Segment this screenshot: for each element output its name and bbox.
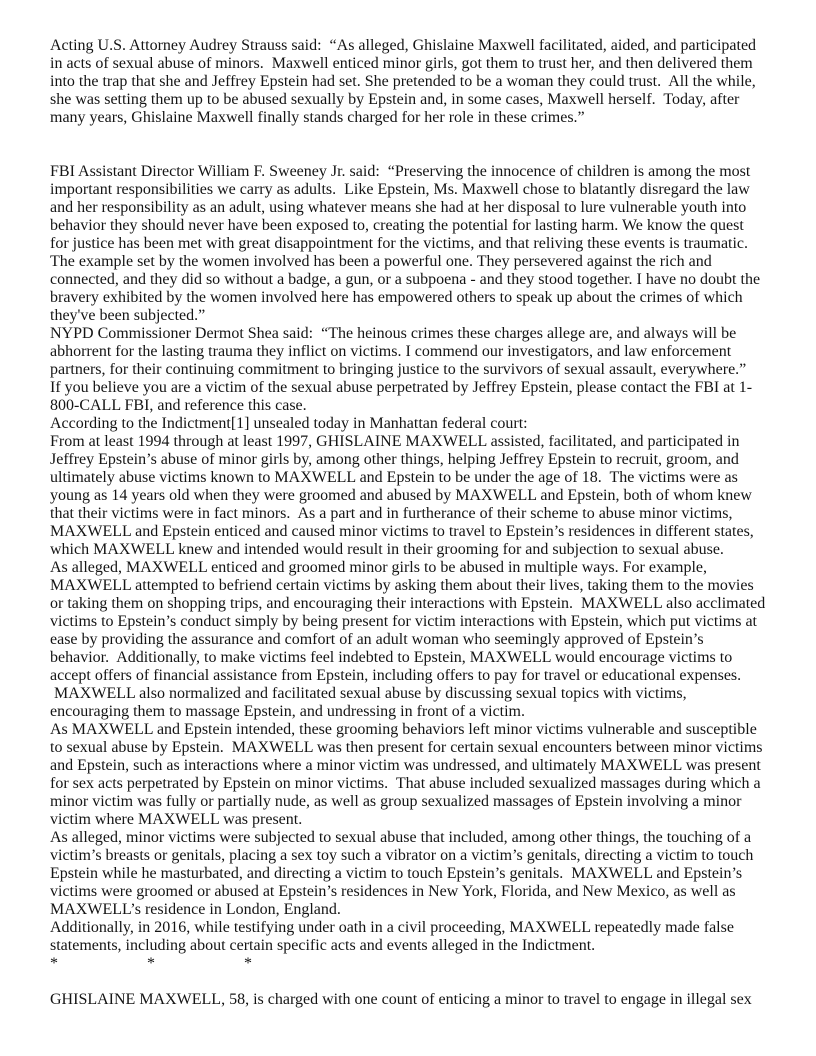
text-line: connected, and they did so without a badge, a gun, or a subpoena - and they stood together. I have no doubt the: [50, 271, 761, 288]
text-line: which MAXWELL knew and intended would result in their grooming for and subjection to sexual abuse.: [50, 541, 724, 558]
asterisk-glyph: *: [244, 955, 252, 972]
text-line: she was setting them up to be abused sexually by Epstein and, in some cases, Maxwell herself. Today, after: [50, 91, 740, 108]
asterisk-glyph: *: [50, 955, 58, 972]
text-line: and Epstein, such as interactions where a minor victim was undressed, and ultimately MAXWELL was present: [50, 757, 761, 774]
text-line: As MAXWELL and Epstein intended, these grooming behaviors left minor victims vulnerable and susceptible: [50, 721, 757, 738]
text-line: victim where MAXWELL was present.: [50, 811, 303, 828]
text-line: minor victim was fully or partially nude, as well as group sexualized massages of Epstein involving a minor: [50, 793, 742, 810]
text-line: 800-CALL FBI, and reference this case.: [50, 397, 307, 414]
text-line: important responsibilities we carry as adults. Like Epstein, Ms. Maxwell chose to blatantly disregard the law: [50, 181, 750, 198]
abuse-details: [50, 829, 810, 919]
text-line: to sexual abuse by Epstein. MAXWELL was then present for certain sexual encounters between minor victims: [50, 739, 763, 756]
text-line: MAXWELL’s residence in London, England.: [50, 901, 341, 918]
text-line: Acting U.S. Attorney Audrey Strauss said: “As alleged, Ghislaine Maxwell facilitated, aided, and participated: [50, 37, 757, 54]
sweeney-quote: [50, 163, 810, 325]
false-statements: [50, 919, 810, 955]
text-line: Additionally, in 2016, while testifying under oath in a civil proceeding, MAXWELL repeatedly made false: [50, 919, 734, 936]
text-line: encouraging them to massage Epstein, and undressing in front of a victim.: [50, 703, 525, 720]
text-line: According to the Indictment[1] unsealed today in Manhattan federal court:: [50, 415, 528, 432]
text-line: into the trap that she and Jeffrey Epstein had set. She pretended to be a woman they could trust. All the while,: [50, 73, 756, 90]
text-line: behavior they should never have been exposed to, creating the potential for lasting harm. We know the quest: [50, 217, 744, 234]
text-line: accept offers of financial assistance from Epstein, including offers to pay for travel or educational expenses.: [50, 667, 742, 684]
paragraph-gap: [50, 973, 810, 991]
text-line: victim’s breasts or genitals, placing a sex toy such a vibrator on a victim’s genitals, directing a victim to touch: [50, 847, 754, 864]
normalized-abuse: [50, 685, 810, 721]
text-line: many years, Ghislaine Maxwell finally stands charged for her role in these crimes.”: [50, 109, 585, 126]
fbi-contact-notice: [50, 379, 810, 415]
text-line: MAXWELL and Epstein enticed and caused minor victims to travel to Epstein’s residences in different states,: [50, 523, 754, 540]
text-line: in acts of sexual abuse of minors. Maxwell enticed minor girls, got them to trust her, and then delivered them: [50, 55, 753, 72]
text-line: that their victims were in fact minors. As a part and in furtherance of their scheme to abuse minor victims,: [50, 505, 733, 522]
strauss-quote: [50, 37, 810, 127]
grooming-methods: [50, 559, 810, 685]
text-line: victims to Epstein’s conduct simply by being present for victim interactions with Epstein, which put victims at: [50, 613, 757, 630]
text-line: they've been subjected.”: [50, 307, 206, 324]
text-line: victims were groomed or abused at Epstein’s residences in New York, Florida, and New Mexico, as well as: [50, 883, 736, 900]
text-line: for sex acts perpetrated by Epstein on minor victims. That abuse included sexualized massages during which a: [50, 775, 761, 792]
text-line: MAXWELL also normalized and facilitated sexual abuse by discussing sexual topics with victims,: [50, 685, 687, 702]
text-line: young as 14 years old when they were groomed and abused by MAXWELL and Epstein, both of whom knew: [50, 487, 752, 504]
press-release-body: [50, 37, 810, 1009]
text-line: MAXWELL attempted to befriend certain victims by asking them about their lives, taking them to the movies: [50, 577, 754, 594]
indictment-1994-1997: [50, 433, 810, 559]
text-line: The example set by the women involved has been a powerful one. They persevered against the rich and: [50, 253, 712, 270]
indictment-intro: [50, 415, 810, 433]
text-line: If you believe you are a victim of the sexual abuse perpetrated by Jeffrey Epstein, please contact the FBI at 1-: [50, 379, 753, 396]
text-line: GHISLAINE MAXWELL, 58, is charged with one count of enticing a minor to travel to engage in illegal sex: [50, 991, 752, 1008]
text-line: FBI Assistant Director William F. Sweeney Jr. said: “Preserving the innocence of children is among the most: [50, 163, 751, 180]
text-line: abhorrent for the lasting trauma they inflict on victims. I commend our investigators, and law enforcement: [50, 343, 732, 360]
text-line: and her responsibility as an adult, using whatever means she had at her disposal to lure vulnerable youth into: [50, 199, 747, 216]
text-line: or taking them on shopping trips, and encouraging their interactions with Epstein. MAXWELL also acclimated: [50, 595, 766, 612]
text-line: NYPD Commissioner Dermot Shea said: “The heinous crimes these charges allege are, and always will be: [50, 325, 737, 342]
text-line: From at least 1994 through at least 1997, GHISLAINE MAXWELL assisted, facilitated, and participated in: [50, 433, 740, 450]
asterisk-glyph: *: [147, 955, 155, 972]
text-line: Epstein while he masturbated, and directing a victim to touch Epstein’s genitals. MAXWELL and Epstein’s: [50, 865, 743, 882]
paragraph-gap: [50, 127, 810, 163]
charges: [50, 991, 810, 1009]
asterisk-separator: [50, 955, 810, 973]
text-line: for justice has been met with great disappointment for the victims, and that reliving these events is traumatic.: [50, 235, 749, 252]
shea-quote: [50, 325, 810, 379]
text-line: Jeffrey Epstein’s abuse of minor girls by, among other things, helping Jeffrey Epstein to recruit, groom, and: [50, 451, 739, 468]
text-line: behavior. Additionally, to make victims feel indebted to Epstein, MAXWELL would encourage victims to: [50, 649, 733, 666]
text-line: As alleged, minor victims were subjected to sexual abuse that included, among other things, the touching of a: [50, 829, 752, 846]
text-line: statements, including about certain specific acts and events alleged in the Indictment.: [50, 937, 596, 954]
present-for-abuse: [50, 721, 810, 829]
text-line: partners, for their continuing commitment to bringing justice to the survivors of sexual assault, everywhere.”: [50, 361, 747, 378]
text-line: ultimately abuse victims known to MAXWELL and Epstein to be under the age of 18. The victims were as: [50, 469, 738, 486]
text-line: ease by providing the assurance and comfort of an adult woman who seemingly approved of Epstein’s: [50, 631, 704, 648]
text-line: bravery exhibited by the women involved here has empowered others to speak up about the crimes of which: [50, 289, 743, 306]
text-line: As alleged, MAXWELL enticed and groomed minor girls to be abused in multiple ways. For example,: [50, 559, 708, 576]
